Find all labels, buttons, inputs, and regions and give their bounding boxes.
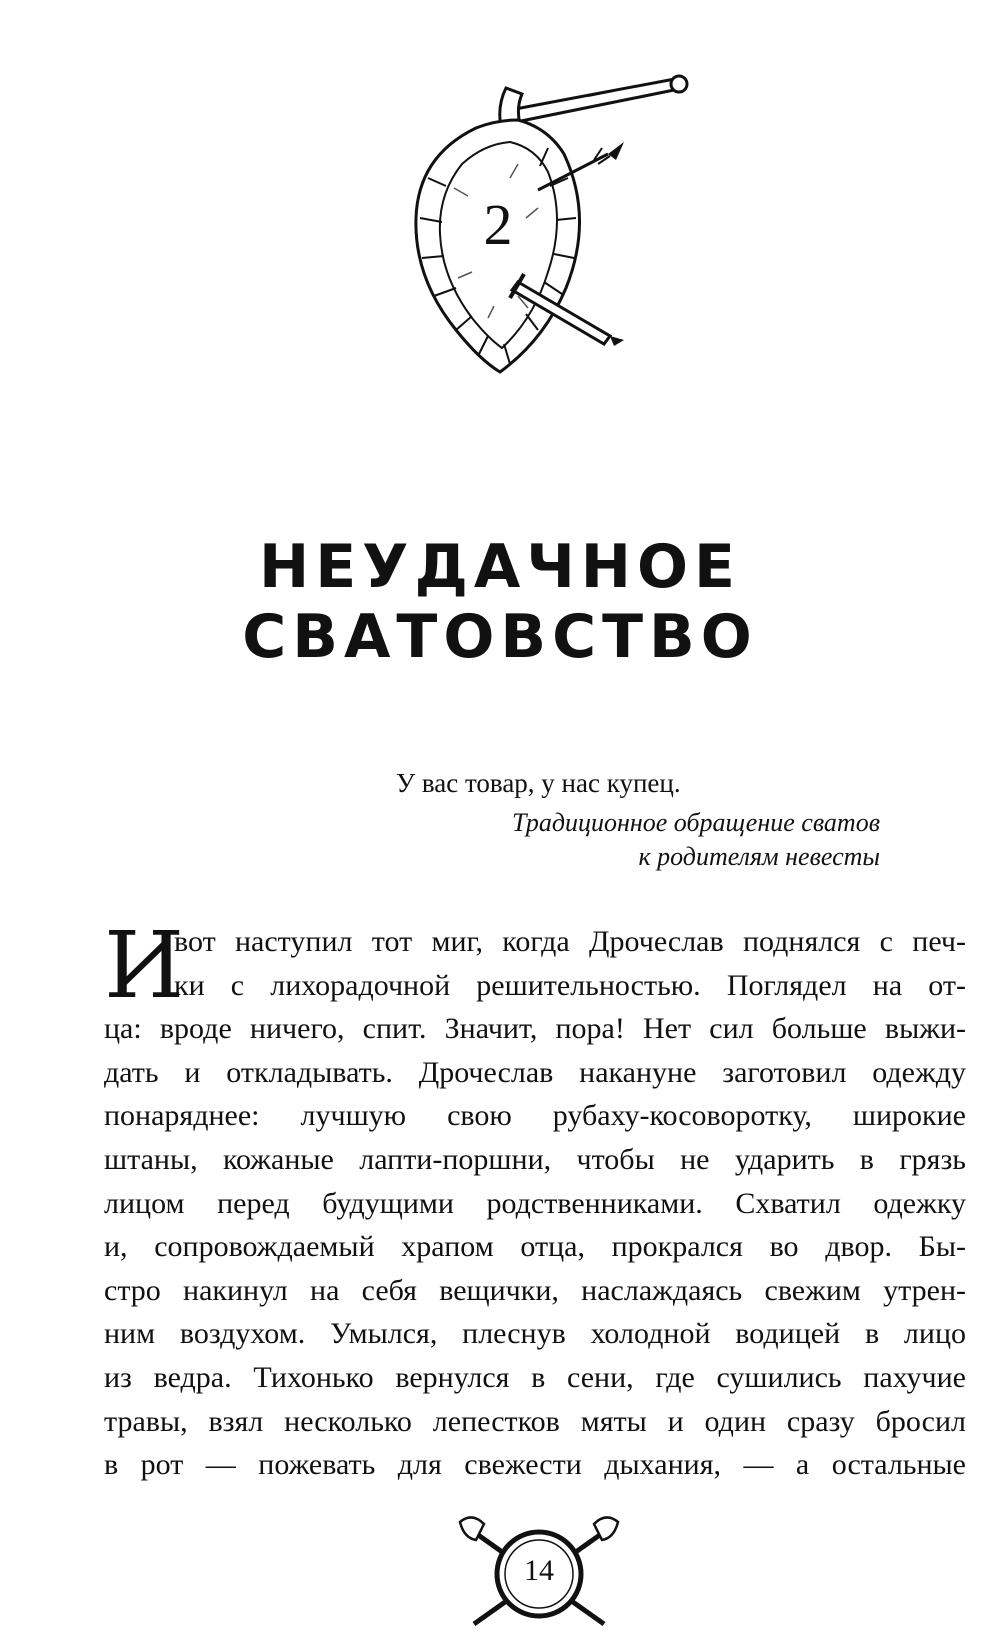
body-line: из ведра. Тихонько вернулся в сени, где сушились пахучие	[104, 1360, 966, 1394]
body-line: дать и откладывать. Дрочеслав накануне заготовил одежду	[104, 1055, 966, 1089]
epigraph-source	[320, 806, 880, 874]
body-line: лицом перед будущими родственниками. Схватил одежку	[104, 1186, 966, 1220]
drop-cap: И	[104, 912, 185, 1019]
body-line: и, сопровождаемый храпом отца, прокрался во двор. Бы-	[104, 1230, 966, 1264]
body-line: стро накинул на себя вещички, наслаждаясь свежим утрен-	[104, 1273, 966, 1307]
body-line: травы, взял несколько лепестков мяты и один сразу бросил	[104, 1404, 966, 1438]
body-line: ки с лихорадочной решительностью. Поглядел на от-	[174, 968, 966, 1002]
body-text	[104, 912, 966, 1487]
body-line: вот наступил тот миг, когда Дрочеслав поднялся с печ-	[174, 925, 966, 958]
page-number: 14	[524, 1554, 554, 1587]
epigraph	[320, 766, 880, 874]
epigraph-source-line: к родителям невесты	[638, 842, 880, 871]
body-line: понаряднее: лучшую свою рубаху-косоворотку, широкие	[104, 1099, 966, 1133]
chapter-title: НЕУДАЧНОЕ СВАТОВСТВО	[242, 532, 758, 672]
body-line: штаны, кожаные лапти-поршни, чтобы не ударить в грязь	[104, 1142, 966, 1176]
epigraph-text: У вас товар, у нас купец.	[396, 768, 681, 798]
chapter-shield-emblem	[398, 68, 698, 386]
body-line: ним воздухом. Умылся, плеснув холодной водицей в лицо	[104, 1317, 966, 1351]
body-line: в рот — пожевать для свежести дыхания, — а остальные	[104, 1448, 966, 1482]
chapter-number: 2	[483, 192, 513, 257]
body-line: ца: вроде ничего, спит. Значит, пора! Нет сил больше выжи-	[104, 1012, 966, 1046]
epigraph-source-line: Традиционное обращение сватов	[512, 808, 880, 837]
